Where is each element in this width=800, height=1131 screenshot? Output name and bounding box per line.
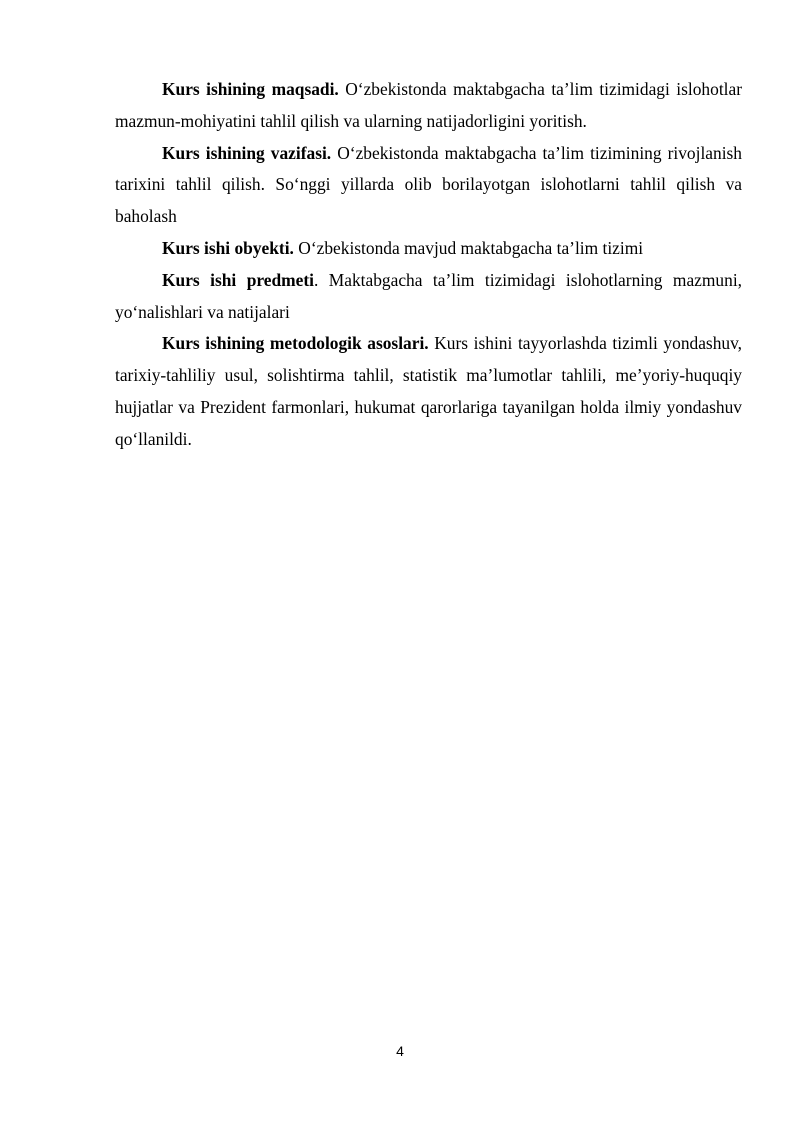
paragraph-subject-text: . Maktabgacha ta’lim tizimidagi islohotlarning mazmuni, yo‘nalishlari va natijalari <box>115 269 742 322</box>
paragraph-tasks-text: O‘zbekistonda maktabgacha ta’lim tizimining rivojlanish tarixini tahlil qilish. So‘nggi yillarda olib borilayotgan islohotlarni tahlil qilish va baholash <box>115 142 742 227</box>
paragraph-methodology-text: Kurs ishini tayyorlashda tizimli yondashuv, tarixiy-tahliliy usul, solishtirma tahlil, statistik ma’lumotlar tahlili, me’yoriy-huquqiy hujjatlar va Prezident farmonlari, hukumat qarorlariga tayanilgan holda ilmiy yondashuv qo‘llanildi. <box>115 333 742 449</box>
paragraph-object-heading: Kurs ishi obyekti. <box>162 237 294 258</box>
paragraph-goal-heading: Kurs ishining maqsadi. <box>162 79 339 99</box>
paragraph-subject <box>115 265 742 329</box>
paragraph-tasks-heading: Kurs ishining vazifasi. <box>162 142 332 163</box>
paragraph-methodology <box>115 328 742 455</box>
paragraph-goal <box>115 74 742 138</box>
paragraph-tasks <box>115 138 742 233</box>
paragraph-goal-text: O‘zbekistonda maktabgacha ta’lim tizimidagi islohotlar mazmun-mohiyatini tahlil qilish va ularning natijadorligini yoritish. <box>115 79 742 131</box>
paragraph-subject-heading: Kurs ishi predmeti <box>162 269 314 290</box>
page-number: 4 <box>396 1043 404 1059</box>
paragraph-methodology-heading: Kurs ishining metodologik asoslari. <box>162 333 429 354</box>
paragraph-object <box>115 233 742 265</box>
paragraph-object-text: O‘zbekistonda mavjud maktabgacha ta’lim tizimi <box>293 237 644 258</box>
document-body <box>115 74 742 456</box>
